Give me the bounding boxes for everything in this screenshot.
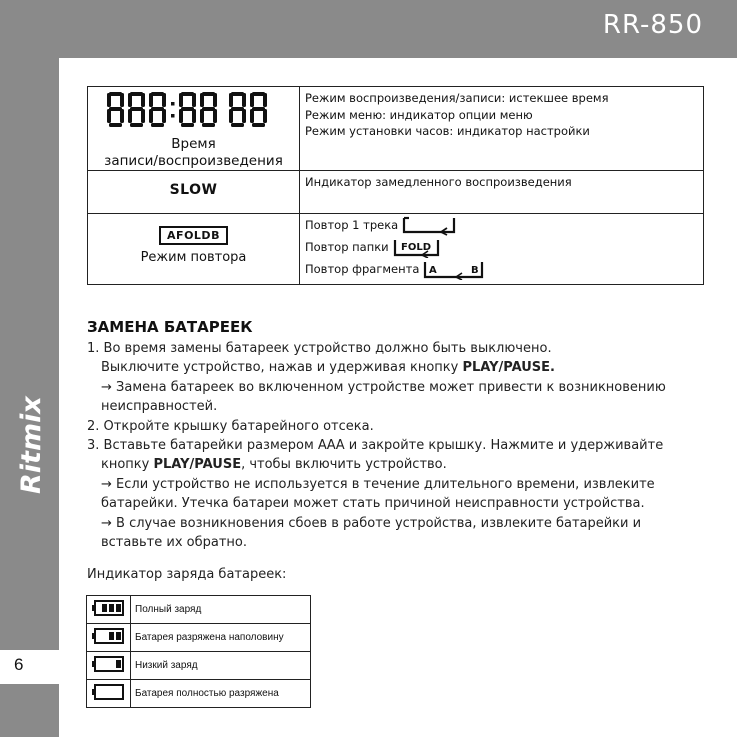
battery-level-label: Батарея полностью разряжена xyxy=(131,680,311,708)
battery-level-label: Батарея разряжена наполовину xyxy=(131,624,311,652)
step1-note-line1: → Замена батареек во включенном устройстве может привести к возникновению xyxy=(101,379,666,395)
side-bar xyxy=(0,58,59,737)
step1-note-line2: неисправностей. xyxy=(101,399,218,415)
slow-description-cell xyxy=(300,170,704,213)
list-item xyxy=(305,259,698,281)
model-title: RR-850 xyxy=(602,10,703,40)
ab-icon-text-a: A xyxy=(429,264,438,276)
battery-low-icon xyxy=(91,654,127,674)
table-row xyxy=(87,596,311,624)
step1-line1: 1. Во время замены батареек устройство должно быть выключено. xyxy=(87,341,552,356)
time-desc-1: Режим воспроизведения/записи: истекшее время xyxy=(305,91,609,105)
battery-charge-table xyxy=(86,595,311,708)
list-item xyxy=(305,237,698,259)
repeat-folder-icon xyxy=(392,238,442,258)
table-row xyxy=(88,213,704,284)
slow-indicator-cell xyxy=(88,170,300,213)
brand-logo-text: Ritmix xyxy=(16,396,47,494)
step2-line: 2. Откройте крышку батарейного отсека. xyxy=(87,418,374,434)
slow-badge: SLOW xyxy=(169,181,218,198)
repeat-ab-icon xyxy=(422,260,486,280)
battery-level-label: Полный заряд xyxy=(131,596,311,624)
table-row xyxy=(87,624,311,652)
list-item xyxy=(305,215,698,237)
battery-half-icon xyxy=(91,626,127,646)
repeat-description-cell xyxy=(300,213,704,284)
charge-title: Индикатор заряда батареек: xyxy=(87,567,287,582)
repeat-one-icon xyxy=(401,216,459,236)
indicator-table xyxy=(87,86,704,285)
time-indicator-cell xyxy=(88,87,300,171)
ritmix-logo xyxy=(14,376,48,496)
step3-note2-line1: → В случае возникновения сбоев в работе устройства, извлеките батарейки и xyxy=(101,515,642,531)
fold-icon-text: FOLD xyxy=(400,241,431,253)
battery-level-label: Низкий заряд xyxy=(131,652,311,680)
step1-line2: Выключите устройство, нажав и удерживая кнопку PLAY/PAUSE. xyxy=(101,360,555,376)
afoldb-badge: AFOLDB xyxy=(159,226,228,245)
slow-desc: Индикатор замедленного воспроизведения xyxy=(305,174,572,189)
battery-full-icon xyxy=(91,598,127,618)
time-label-line1: Время xyxy=(171,136,216,152)
instructions-text xyxy=(87,339,709,552)
repeat-indicator-cell xyxy=(88,213,300,284)
repeat-label: Режим повтора xyxy=(140,249,247,265)
repeat-track-label: Повтор 1 трека xyxy=(305,218,399,233)
time-desc-2: Режим меню: индикатор опции меню xyxy=(305,107,533,122)
page-number-box xyxy=(0,650,59,684)
step3-note1-line1: → Если устройство не используется в течение длительного времени, извлеките xyxy=(101,476,655,492)
table-row xyxy=(87,680,311,708)
table-row xyxy=(88,87,704,171)
page-number: 6 xyxy=(14,655,24,674)
time-description-cell xyxy=(300,87,704,171)
repeat-ab-label: Повтор фрагмента xyxy=(305,262,420,277)
ab-icon-text-b: B xyxy=(471,264,480,276)
step3-line1: 3. Вставьте батарейки размером ААА и закройте крышку. Нажмите и удерживайте xyxy=(87,438,664,454)
time-label-line2: записи/воспроизведения xyxy=(104,152,283,169)
repeat-folder-label: Повтор папки xyxy=(305,240,389,255)
battery-empty-icon xyxy=(91,682,127,702)
step3-note2-line2: вставьте их обратно. xyxy=(101,535,247,551)
header-bar xyxy=(0,0,737,58)
table-row xyxy=(87,652,311,680)
time-desc-3: Режим установки часов: индикатор настройки xyxy=(305,124,590,139)
segment-display-icon xyxy=(99,90,289,130)
step3-note1-line2: батарейки. Утечка батареи может стать причиной неисправности устройства. xyxy=(101,496,645,512)
section-heading: ЗАМЕНА БАТАРЕЕК xyxy=(87,318,253,336)
step3-line2: кнопку PLAY/PAUSE, чтобы включить устройство. xyxy=(101,457,447,473)
table-row xyxy=(88,170,704,213)
